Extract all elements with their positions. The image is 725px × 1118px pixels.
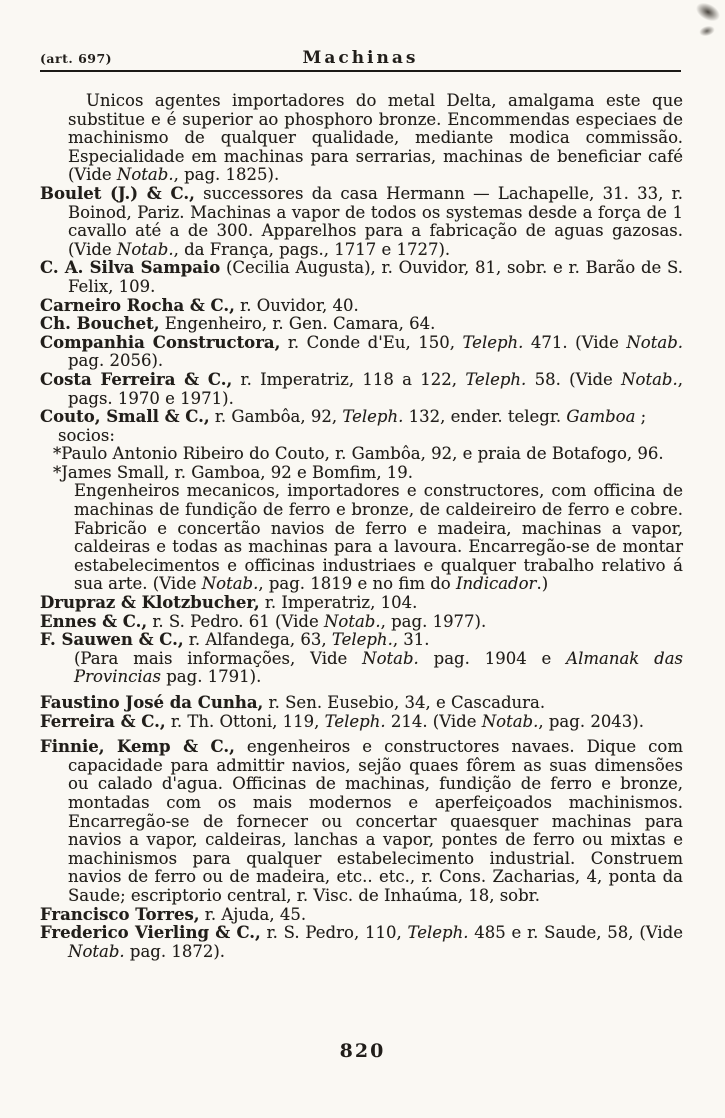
text-segment: r. Ouvidor, 40. (234, 295, 359, 315)
entry-name: Ch. Bouchet, (40, 314, 160, 334)
entry-name: Ferreira & C., (40, 711, 166, 731)
text-segment: 58. (Vide (526, 369, 622, 389)
text-segment: 471. (Vide (523, 332, 627, 352)
text-segment: 485 e r. Saude, 58, (Vide (468, 923, 684, 943)
entry-name: Companhia Constructora, (40, 332, 281, 352)
entries (40, 92, 683, 961)
directory-entry (40, 297, 683, 316)
italic-reference: Notab. (621, 369, 678, 389)
article-reference: (art. 697) (40, 51, 113, 66)
text-segment: r. Conde d'Eu, 150, (280, 332, 463, 352)
page-number: 820 (339, 1040, 386, 1062)
text-segment: (Cecilia Augusta), r. Ouvidor, 81, sobr. e r. Barão de S. Felix, 109. (68, 258, 683, 296)
italic-reference: Teleph. (407, 923, 469, 943)
entry-name: Frederico Vierling & C., (40, 923, 261, 943)
directory-entry (74, 650, 683, 687)
text-segment: , pag. 1977). (380, 611, 487, 631)
directory-entry (40, 315, 683, 334)
entry-name: Costa Ferreira & C., (40, 369, 233, 389)
text-segment: Engenheiros mecanicos, importadores e constructores, com officina de machinas de fundição de ferro e bronze, de caldeireiro de ferro e cobre. Fabricão e concertão navios de ferro e madeira, machinas a vapor, caldeiras e todas as machinas para a lavoura. Encarregão-se de montar estabelecimentos e officinas industriaes e qualquer trabalho relativo á sua arte. (Vide (74, 481, 683, 594)
text-segment: r. Ajuda, 45. (199, 904, 307, 924)
italic-reference: Notab. (323, 611, 381, 631)
text-segment: socios: (58, 425, 115, 445)
directory-entry (40, 631, 683, 650)
entry-name: Ennes & C., (40, 611, 148, 631)
directory-entry (68, 92, 683, 185)
scan-artifact (693, 0, 723, 25)
text-segment: 214. (Vide (385, 711, 482, 731)
text-segment: r. Gambôa, 92, (209, 407, 343, 427)
text-segment: pag. 1872). (124, 941, 226, 961)
entry-name: Faustino José da Cunha, (40, 693, 264, 712)
text-segment: r. Imperatriz, 118 a 122, (232, 369, 466, 389)
italic-reference: Gamboa (566, 407, 636, 427)
italic-reference: Notab. (116, 239, 174, 259)
entry-name: F. Sauwen & C., (40, 630, 184, 650)
directory-entry (53, 464, 683, 483)
entry-name: Boulet (J.) & C., (40, 183, 195, 203)
directory-entry (40, 906, 683, 925)
directory-entry (40, 694, 683, 713)
text-segment: *Paulo Antonio Ribeiro do Couto, r. Gambôa, 92, e praia de Botafogo, 96. (53, 444, 664, 464)
directory-entry (40, 334, 683, 371)
entry-name: Couto, Small & C., (40, 407, 210, 427)
page-header (40, 44, 681, 72)
text-segment: pag. 2056). (68, 351, 164, 371)
italic-reference: Notab. (68, 941, 125, 961)
text-segment: , pags. 1970 e 1971). (68, 369, 683, 408)
text-segment: r. Th. Ottoni, 119, (165, 711, 325, 731)
italic-reference: Teleph. (465, 369, 527, 389)
text-segment: r. Imperatriz, 104. (259, 593, 418, 613)
directory-entry (58, 427, 683, 446)
directory-entry (40, 613, 683, 632)
entry-name: Drupraz & Klotzbucher, (40, 593, 260, 613)
entry-name: Francisco Torres, (40, 904, 200, 924)
text-segment: Engenheiro, r. Gen. Camara, 64. (159, 314, 436, 334)
italic-reference: Notab. (362, 648, 419, 668)
page-title: Machinas (302, 48, 419, 68)
text-segment: Unicos agentes importadores do metal Delta, amalgama este que substitue e é superior ao phosphoro bronze. Encommendas especiaes de machinismo de qualquer qualidade, mediante modica commissão. Especialidade em machinas para serrarias, machinas de beneficiar café (Vide (68, 91, 683, 185)
text-segment: , pag. 2043). (538, 711, 644, 731)
text-segment: engenheiros e constructores navaes. Dique com capacidade para admittir navios, sejão quaes fôrem as suas dimensões ou calado d'agua. Officinas de machinas, fundição de ferro e bronze, montadas com os mais modernos e aperfeiçoados machinismos. Encarregão-se de fornecer ou concertar quaesquer machinas para navios a vapor, caldeiras, lanchas a vapor, pontes de ferro ou mixtas e machinismos para qualquer estabelecimento industrial. Construem navios de ferro ou de madeira, etc.. etc., r. Cons. Zacharias, 4, ponta da Saude; escriptorio central, r. Visc. de Inhaúma, 18, sobr. (68, 737, 683, 905)
directory-entry (40, 371, 683, 408)
directory-entry (53, 445, 683, 464)
directory-entry (40, 408, 683, 427)
italic-reference: Notab. (481, 711, 539, 731)
entry-name: Finnie, Kemp & C., (40, 737, 235, 757)
italic-reference: Teleph. (324, 711, 386, 731)
text-segment: , pag. 1819 e no fim do (258, 574, 456, 594)
directory-entry (74, 482, 683, 594)
text-segment: 132, ender. telegr. (403, 407, 567, 427)
entry-name: C. A. Silva Sampaio (40, 258, 221, 278)
text-segment: (Para mais informações, Vide (74, 648, 363, 668)
italic-reference: Teleph. (342, 407, 404, 427)
italic-reference: Notab. (116, 165, 174, 185)
directory-entry (40, 924, 683, 961)
italic-reference: Notab. (626, 332, 684, 352)
text-segment: successores da casa Hermann — Lachapelle, 31. 33, r. Boinod, Pariz. Machinas a vapor de todos os systemas desde a força de 1 cavallo até a de 300. Apparelhos para a fabricação de aguas gazosas. (Vide (68, 183, 683, 259)
text-segment: , 31. (392, 630, 430, 650)
text-segment: pag. 1904 e (418, 648, 567, 668)
text-segment: r. S. Pedro. 61 (Vide (147, 611, 324, 631)
text-segment: r. Alfandega, 63, (183, 630, 332, 650)
text-segment: r. Sen. Eusebio, 34, e Cascadura. (263, 693, 546, 712)
directory-entry (40, 713, 683, 732)
italic-reference: Teleph. (331, 630, 393, 650)
entry-name: Carneiro Rocha & C., (40, 295, 235, 315)
text-segment: *James Small, r. Gamboa, 92 e Bomfim, 19. (53, 462, 414, 482)
directory-entry (40, 185, 683, 259)
text-segment: , da França, pags., 1717 e 1727). (173, 239, 451, 259)
text-segment: .) (536, 574, 549, 594)
text-segment: r. S. Pedro, 110, (260, 923, 408, 943)
directory-entry (40, 259, 683, 296)
scan-artifact (698, 24, 716, 38)
text-segment: , pag. 1825). (173, 165, 280, 185)
italic-reference: Almanak das Provincias (74, 648, 684, 687)
directory-entry (40, 594, 683, 613)
italic-reference: Teleph. (462, 332, 524, 352)
text-segment: pag. 1791). (160, 667, 262, 687)
text-segment: ; (635, 407, 647, 427)
italic-reference: Notab. (201, 574, 259, 594)
directory-entry (40, 738, 683, 905)
italic-reference: Indicador (456, 574, 537, 594)
